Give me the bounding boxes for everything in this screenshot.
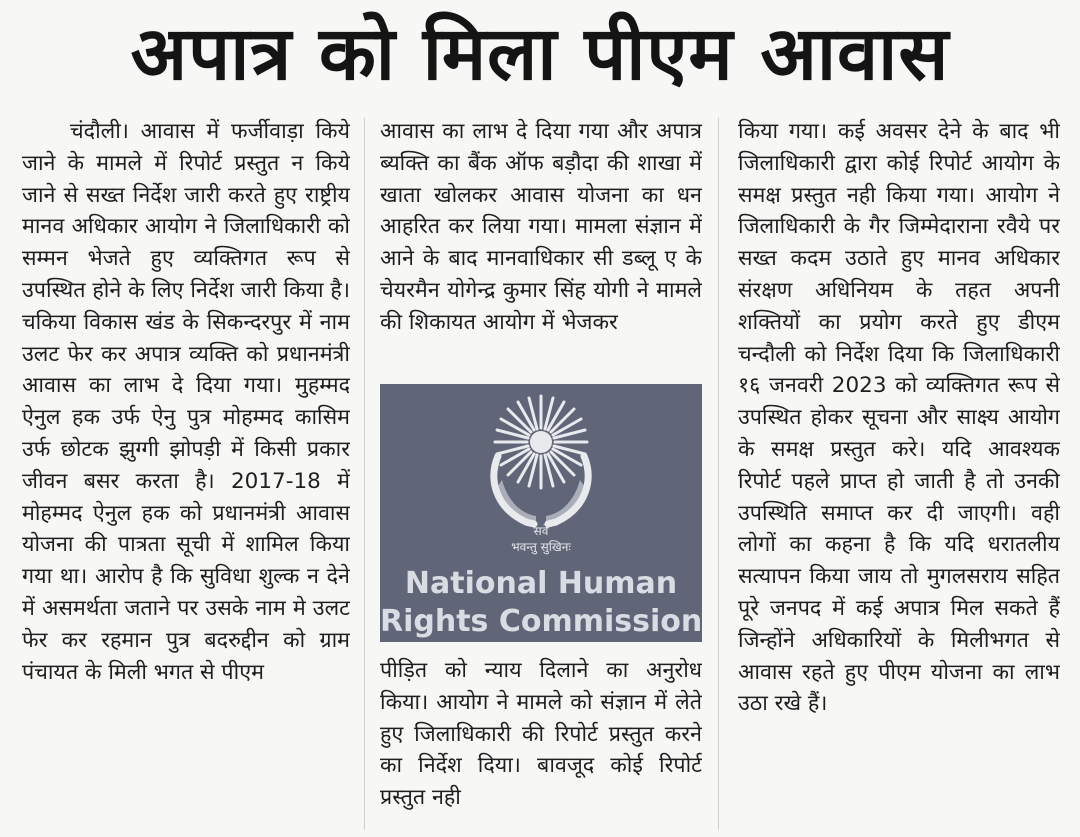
article-column-2-top	[380, 116, 702, 376]
column-2-bottom-text: पीड़ित को न्याय दिलाने का अनुरोध किया। आयोग ने मामले को संज्ञान में लेते हुए जिलाधिकारी की रिपोर्ट प्रस्तुत करने का निर्देश दिया। बावजूद कोई रिपोर्ट प्रस्तुत नही	[380, 658, 702, 811]
column-3-text: किया गया। कई अवसर देने के बाद भी जिलाधिकारी द्वारा कोई रिपोर्ट आयोग के समक्ष प्रस्तुत नही किया गया। आयोग ने जिलाधिकारी के गैर जिम्मेदाराना रवैये पर सख्त कदम उठाते हुए मानव अधिकार संरक्षण अधिनियम के तहत अपनी शक्तियों का प्रयोग करते हुए डीएम चन्दौली को निर्देश दिया कि जिलाधिकारी १६ जनवरी 2023 को व्यक्तिगत रूप से उपस्थित होकर सूचना और साक्ष्य आयोग के समक्ष प्रस्तुत करे। यदि आवश्यक रिपोर्ट पहले प्राप्त हो जाती है तो उनकी उपस्थिति समाप्त कर दी जाएगी। वही लोगों का कहना है कि यदि धरातलीय सत्यापन किया जाय तो मुगलसराय सहित पूरे जनपद में कई अपात्र मिल सकते हैं जिन्होंने अधिकारियों के मिलीभगत से आवास रहते हुए पीएम योजना का लाभ उठा रखे हैं।	[738, 119, 1060, 717]
motto-line-1: सर्वे	[533, 524, 549, 538]
nhrc-logo-photo	[380, 384, 702, 642]
caption-line-1: National Human	[404, 566, 678, 601]
motto-line-2: भवन्तु सुखिनः	[511, 540, 571, 554]
caption-line-2: Rights Commission	[380, 604, 702, 639]
headline: अपात्र को मिला पीएम आवास	[130, 11, 950, 97]
column-1-text: चंदौली। आवास में फर्जीवाड़ा किये जाने के मामले में रिपोर्ट प्रस्तुत न किये जाने से सख्त निर्देश जारी करते हुए राष्ट्रीय मानव अधिकार आयोग ने जिलाधिकारी को सम्मन भेजते हुए व्यक्तिगत रूप से उपस्थित होने के लिए निर्देश जारी किया है। चकिया विकास खंड के सिकन्दरपुर में नाम उलट फेर कर अपात्र व्यक्ति को प्रधानमंत्री आवास का लाभ दे दिया गया। मुहम्मद ऐनुल हक उर्फ ऐनु पुत्र मोहम्मद कासिम उर्फ छोटक झुग्गी झोपड़ी में किसी प्रकार जीवन बसर करता है। 2017-18 में मोहम्मद ऐनुल हक को प्रधानमंत्री आवास योजना की पात्रता सूची में शामिल किया गया था। आरोप है कि सुविधा शुल्क न देने में असमर्थता जताने पर उसके नाम मे उलट फेर कर रहमान पुत्र बदरुद्दीन को ग्राम पंचायत के मिली भगत से पीएम	[22, 119, 350, 685]
column-rule	[364, 118, 365, 830]
column-2-top-text: आवास का लाभ दे दिया गया और अपात्र ब्यक्ति का बैंक ऑफ बड़ौदा की शाखा में खाता खोलकर आवास योजना का धन आहरित कर लिया गया। मामला संज्ञान में आने के बाद मानवाधिकार सी डब्लू ए के चेयरमैन योगेन्द्र कुमार सिंह योगी ने मामले की शिकायत आयोग में भेजकर	[380, 119, 702, 335]
column-rule	[718, 118, 719, 830]
article-column-2-bottom	[380, 655, 702, 831]
article-column-3	[738, 116, 1060, 831]
article-column-1	[22, 116, 350, 831]
